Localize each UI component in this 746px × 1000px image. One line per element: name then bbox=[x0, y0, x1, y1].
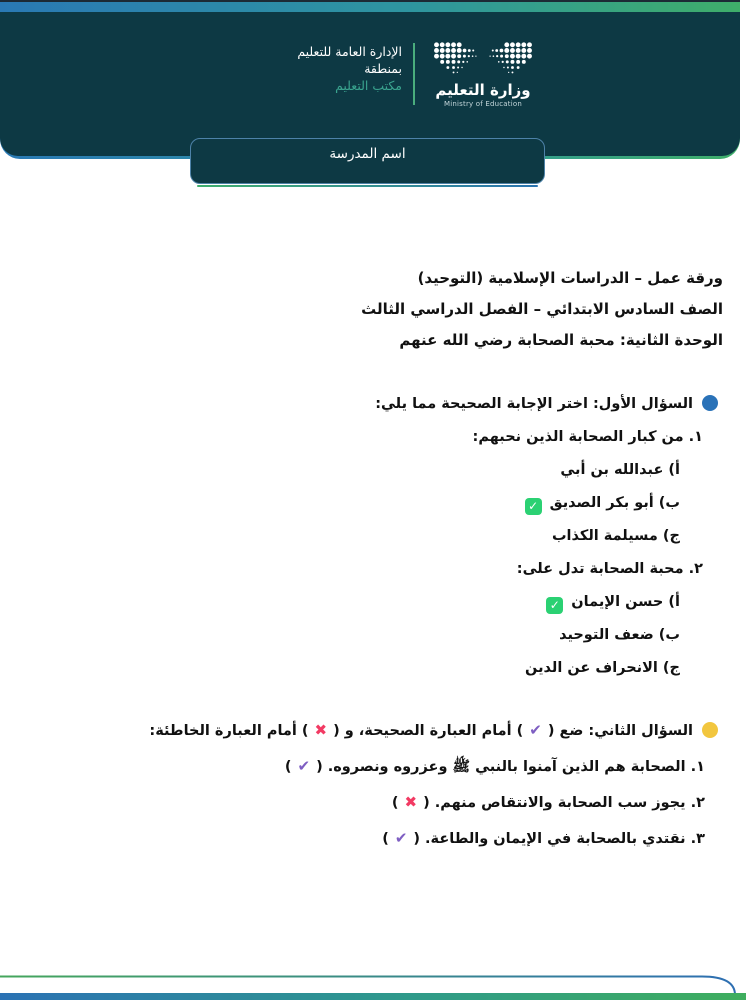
footer-frame bbox=[0, 974, 746, 1000]
ministry-logo bbox=[426, 40, 540, 108]
statement-2-answer[interactable]: ( ✖ ) bbox=[391, 793, 430, 811]
cross-icon: ✖ bbox=[404, 793, 418, 811]
footer-outline bbox=[0, 977, 735, 996]
ministry-wordmark-ar: وزارة التعليم bbox=[435, 81, 531, 99]
dept-office: مكتب التعليم bbox=[335, 78, 402, 93]
q2-statement-2: ٢. يجوز سب الصحابة والانتقاص منهم.( ✖ ) bbox=[0, 785, 746, 821]
dept-line2: بمنطقة bbox=[364, 61, 402, 76]
check-mark-legend: ( ✔ ) bbox=[516, 721, 555, 739]
ministry-wordmark-en: Ministry of Education bbox=[443, 100, 523, 108]
brand-block bbox=[240, 40, 540, 108]
check-icon: ✔ bbox=[394, 829, 408, 847]
yellow-bullet-icon bbox=[702, 722, 718, 738]
q1-item-2: ٢. محبة الصحابة تدل على: bbox=[516, 561, 703, 577]
question-1-section bbox=[0, 388, 746, 685]
school-name-box[interactable] bbox=[190, 138, 545, 184]
cross-mark-legend: ( ✖ ) bbox=[301, 721, 340, 739]
correct-answer-checkbox-icon[interactable]: ✓ bbox=[546, 597, 563, 614]
q2-header: السؤال الثاني: ضع( ✔ )أمام العبارة الصحيحة، و( ✖ )أمام العبارة الخاطئة: bbox=[0, 713, 746, 749]
dept-line1: الإدارة العامة للتعليم bbox=[297, 44, 402, 59]
check-icon: ✔ bbox=[297, 757, 311, 775]
ministry-logo-dots-icon bbox=[431, 40, 535, 78]
doc-title-line3: الوحدة الثانية: محبة الصحابة رضي الله عنهم bbox=[399, 331, 723, 349]
blue-bullet-icon bbox=[702, 395, 718, 411]
q1-item2-option-a[interactable]: أ) حسن الإيمان✓ bbox=[0, 586, 746, 619]
department-text bbox=[240, 40, 402, 94]
q1-header-text: السؤال الأول: اختر الإجابة الصحيحة مما يلي: bbox=[375, 396, 693, 412]
top-gradient-bar bbox=[0, 2, 740, 12]
statement-3-answer[interactable]: ( ✔ ) bbox=[382, 829, 421, 847]
check-icon: ✔ bbox=[529, 721, 542, 739]
q2-statement-3: ٣. نقتدي بالصحابة في الإيمان والطاعة.( ✔ ) bbox=[0, 821, 746, 857]
doc-title-line2: الصف السادس الابتدائي – الفصل الدراسي الثالث bbox=[361, 300, 723, 318]
cross-icon: ✖ bbox=[314, 721, 328, 739]
doc-titles bbox=[0, 263, 746, 356]
q2-statement-1: ١. الصحابة هم الذين آمنوا بالنبي ﷺ وعزروه ونصروه.( ✔ ) bbox=[0, 749, 746, 785]
correct-answer-checkbox-icon[interactable]: ✓ bbox=[525, 498, 542, 515]
q1-item1-option-a[interactable]: أ) عبدالله بن أبي bbox=[560, 462, 680, 478]
school-name-label: اسم المدرسة bbox=[329, 146, 406, 162]
q1-header bbox=[0, 388, 746, 421]
q1-item2-option-b[interactable]: ب) ضعف التوحيد bbox=[559, 627, 680, 643]
q1-item1-option-b[interactable]: ب) أبو بكر الصديق✓ bbox=[0, 487, 746, 520]
footer-gradient-bar bbox=[0, 993, 746, 1000]
doc-title-line1: ورقة عمل – الدراسات الإسلامية (التوحيد) bbox=[417, 269, 723, 287]
statement-1-answer[interactable]: ( ✔ ) bbox=[284, 757, 323, 775]
q1-item-1: ١. من كبار الصحابة الذين نحبهم: bbox=[472, 429, 703, 445]
brand-separator bbox=[413, 43, 415, 105]
q1-item2-option-c[interactable]: ج) الانحراف عن الدين bbox=[525, 660, 680, 676]
question-2-section bbox=[0, 713, 746, 857]
q1-item1-option-c[interactable]: ج) مسيلمة الكذاب bbox=[551, 528, 680, 544]
